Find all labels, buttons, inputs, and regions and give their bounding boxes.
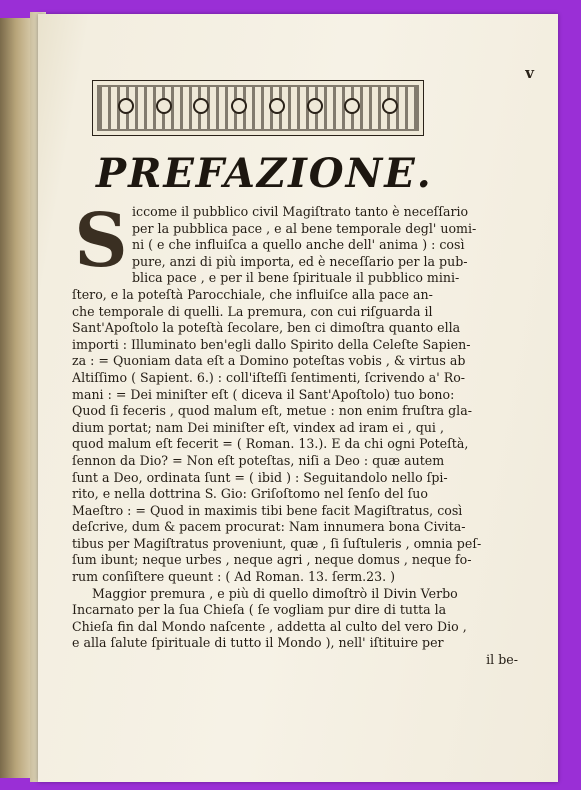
catchword: il be- bbox=[486, 652, 518, 667]
text-line: Chieſa fin dal Mondo naſcente , addetta al culto del vero Dio , bbox=[72, 618, 467, 634]
text-line: e alla ſalute ſpirituale di tutto il Mondo ), nell' iſtituire per bbox=[72, 635, 444, 651]
page-number: v bbox=[525, 64, 534, 82]
decorative-headpiece bbox=[92, 80, 424, 136]
text-line: ſennon da Dio? = Non eſt poteſtas, niſi a Deo : quæ autem bbox=[72, 452, 445, 468]
text-line: che temporale di quelli. La premura, con cui riſguarda il bbox=[72, 303, 433, 319]
book-page bbox=[38, 14, 558, 782]
text-line: blica pace , e per il bene ſpirituale il pubblico mini- bbox=[132, 270, 460, 286]
text-line: ſum ibunt; neque urbes , neque agri , neque domus , neque fo- bbox=[72, 552, 472, 568]
text-line: ſtero, e la poteſtà Parocchiale, che influiſce alla pace an- bbox=[72, 286, 433, 302]
text-line: Sant'Apoſtolo la poteſtà ſecolare, ben ci dimoſtra quanto ella bbox=[72, 320, 461, 336]
headpiece-rosettes bbox=[107, 99, 409, 113]
text-line: za : = Quoniam data eſt a Domino poteſtas vobis , & virtus ab bbox=[72, 353, 466, 369]
text-line: Maggior premura , e più di quello dimoſtrò il Divin Verbo bbox=[92, 585, 458, 601]
text-line: dium portat; nam Dei miniſter eſt, vindex ad iram ei , qui , bbox=[72, 419, 444, 435]
text-line: Quod ſi feceris , quod malum eſt, metue : non enim fruſtra gla- bbox=[72, 403, 472, 419]
text-line: rito, e nella dottrina S. Gio: Griſoſtomo nel ſenſo del ſuo bbox=[72, 486, 428, 502]
text-line: Altiſſimo ( Sapient. 6.) : coll'iſteſſi ſentimenti, ſcrivendo a' Ro- bbox=[72, 369, 466, 385]
text-line: ni ( e che influiſca a quello anche dell' anima ) : così bbox=[132, 237, 465, 253]
text-line: rum conſiſtere queunt : ( Ad Roman. 13. ſerm.23. ) bbox=[72, 569, 396, 585]
text-line: iccome il pubblico civil Magiſtrato tanto è neceſſario bbox=[132, 204, 469, 219]
text-line: pure, anzi di più importa, ed è neceſſario per la pub- bbox=[132, 253, 468, 269]
text-line: quod malum eſt fecerit = ( Roman. 13.). E da chi ogni Poteſtà, bbox=[72, 436, 469, 452]
body-text bbox=[72, 198, 528, 652]
text-line: tibus per Magiſtratus proveniunt, quæ , ſi ſuſtuleris , omnia peſ- bbox=[72, 535, 482, 551]
text-line: per la pubblica pace , e al bene temporale degl' uomi- bbox=[132, 220, 477, 236]
text-line: mani : = Dei miniſter eſt ( diceva il Sant'Apoſtolo) tuo bono: bbox=[72, 386, 455, 402]
page-title: PREFAZIONE. bbox=[96, 150, 433, 197]
text-line: ſunt a Deo, ordinata ſunt = ( ibid ) : Seguitandolo nello ſpi- bbox=[72, 469, 448, 485]
text-line: deſcrive, dum & pacem procurat: Nam innumera bona Civita- bbox=[72, 519, 466, 535]
text-line: Incarnato per la ſua Chieſa ( ſe vogliam pur dire di tutta la bbox=[72, 602, 447, 618]
drop-cap-initial: S bbox=[74, 198, 128, 284]
text-line: Maeſtro : = Quod in maximis tibi bene facit Magiſtratus, così bbox=[72, 502, 463, 518]
text-line: importi : Illuminato ben'egli dallo Spirito della Celeſte Sapien- bbox=[72, 336, 471, 352]
